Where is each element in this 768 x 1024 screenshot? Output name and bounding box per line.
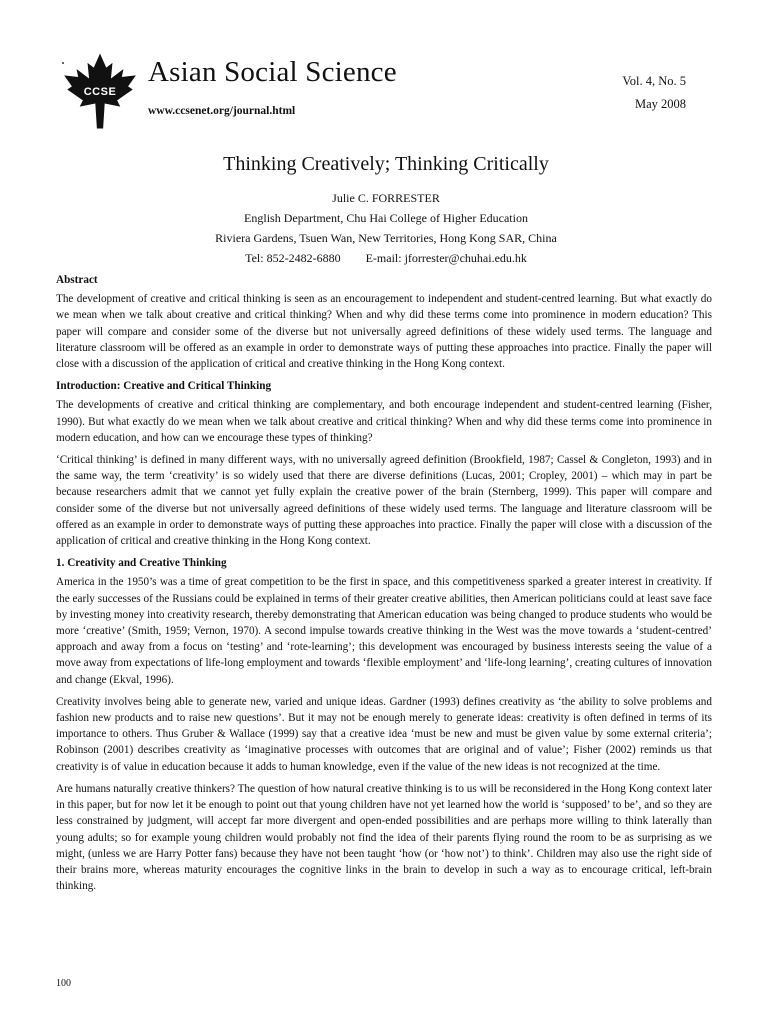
- body-paragraph: The developments of creative and critical thinking are complementary, and both encourage independent and student-centred learning (Fisher, 1990). But what exactly do we mean when we talk about creative and critical thinking? When and why did these terms come into prominence in modern education, and how can we encourage these types of thinking?: [56, 399, 712, 444]
- author-name: Julie C. FORRESTER: [332, 191, 440, 205]
- body-paragraph: Creativity involves being able to generate new, varied and unique ideas. Gardner (1993) defines creativity as ‘the ability to solve problems and fashion new products and to raise new questions’. But it may not be enough merely to generate ideas: creativity is often defined in terms of its importance to others. Thus Gruber & Wallace (1999) say that a creative idea ‘must be new and must be given value by some external criteria’; Robinson (2001) describes creativity as ‘imaginative processes with outcomes that are original and of value’; Fisher (2002) reminds us that creativity is of value in education because it adds to human knowledge, even if the value of the new ideas is not recognized at the time.: [56, 695, 712, 773]
- section-heading: Introduction: Creative and Critical Thinking: [56, 380, 272, 393]
- journal-url[interactable]: www.ccsenet.org/journal.html: [148, 105, 296, 117]
- body-paragraph: Are humans naturally creative thinkers? The question of how natural creative thinking is to us will be reconsidered in the Hong Kong context later in this paper, but for now let it be enough to point out that young children have not yet learned how the world is ‘supposed’ to be’, and so they are less constrained by judgment, will accept far more divergent and open-ended possibilities and are perhaps more willing to think laterally than young adults; so for example young children would probably not find the idea of their parents flying round the room to be as surprising as we might, (unless we are Harry Potter fans) because they have not been taught ‘how (or ‘how not’) to think’. Children may also use the right side of their brains more, whereas maturity encourages the cognitive links in the brain to develop in such a way as to encourage critical, left-brain thinking.: [56, 782, 712, 893]
- paper-title: Thinking Creatively; Thinking Critically: [223, 153, 549, 175]
- author-tel: Tel: 852-2482-6880: [245, 251, 341, 265]
- author-affiliation: English Department, Chu Hai College of Higher Education: [244, 211, 528, 225]
- logo-text: CCSE: [83, 86, 117, 98]
- section-heading: Abstract: [56, 274, 98, 286]
- introduction-section: [56, 378, 712, 549]
- author-address: Riviera Gardens, Tsuen Wan, New Territories, Hong Kong SAR, China: [215, 231, 557, 245]
- section-heading: 1. Creativity and Creative Thinking: [56, 557, 227, 570]
- body-paragraph: America in the 1950’s was a time of great competition to be the first in space, and this competitiveness sparked a greater interest in creativity. If the early successes of the Russians could be explained in terms of their greater creative abilities, then American politicians could at least save face by investing money into creativity research, thereby demonstrating that American education was being changed to produce students who would be more ‘creative’ (Smith, 1959; Vernon, 1970). A second impulse towards creative thinking in the West was the move towards a ‘student-centred’ approach and away from a focus on ‘testing’ and ‘rote-learning’; this development was encouraged by business interests seeing the value of a move away from expectations of life-long employment and towards ‘flexible employment’ and ‘life-long learning’, creating cultures of innovation and change (Ekval, 1996).: [56, 576, 712, 686]
- body-paragraph: ‘Critical thinking’ is defined in many different ways, with no universally agreed definition (Brookfield, 1987; Cassel & Congleton, 1993) and in the same way, the term ‘creativity’ is so widely used that there are diverse definitions (Lucas, 2001; Cropley, 2001) – which may in part be because researchers admit that we cannot yet fully explain the creative power of the brain (Sternberg, 1999). This paper will compare and consider some of the diverse but not universally agreed definitions of these widely used terms. The language and literature classroom will be offered as an example in order to demonstrate ways of putting these approaches into practice. Finally the paper will close with a discussion of the application of critical and creative thinking in the Hong Kong context.: [56, 454, 712, 548]
- abstract-section: [56, 272, 712, 372]
- journal-logo: [58, 52, 142, 130]
- journal-title: Asian Social Science: [148, 56, 397, 88]
- abstract-paragraph: The development of creative and critical thinking is seen as an encouragement to independent and student-centred learning. But what exactly do we mean when we talk about creative and critical thinking? When and why did these terms come into prominence in modern education? This paper will compare and consider some of the diverse but not universally agreed definitions of these widely used terms. The language and literature classroom will be offered as an example in order to demonstrate ways of putting these approaches into practice. Finally the paper will close with a discussion of the application of critical and creative thinking in the Hong Kong context.: [56, 293, 712, 371]
- author-email[interactable]: E-mail: jforrester@chuhai.edu.hk: [365, 251, 527, 265]
- paper-body: [56, 272, 712, 900]
- page-number: 100: [56, 978, 71, 989]
- journal-date: May 2008: [634, 97, 686, 111]
- title-block: [56, 153, 716, 268]
- creativity-section: [56, 555, 712, 894]
- author-contact: [56, 248, 716, 268]
- journal-volume: Vol. 4, No. 5: [622, 74, 686, 88]
